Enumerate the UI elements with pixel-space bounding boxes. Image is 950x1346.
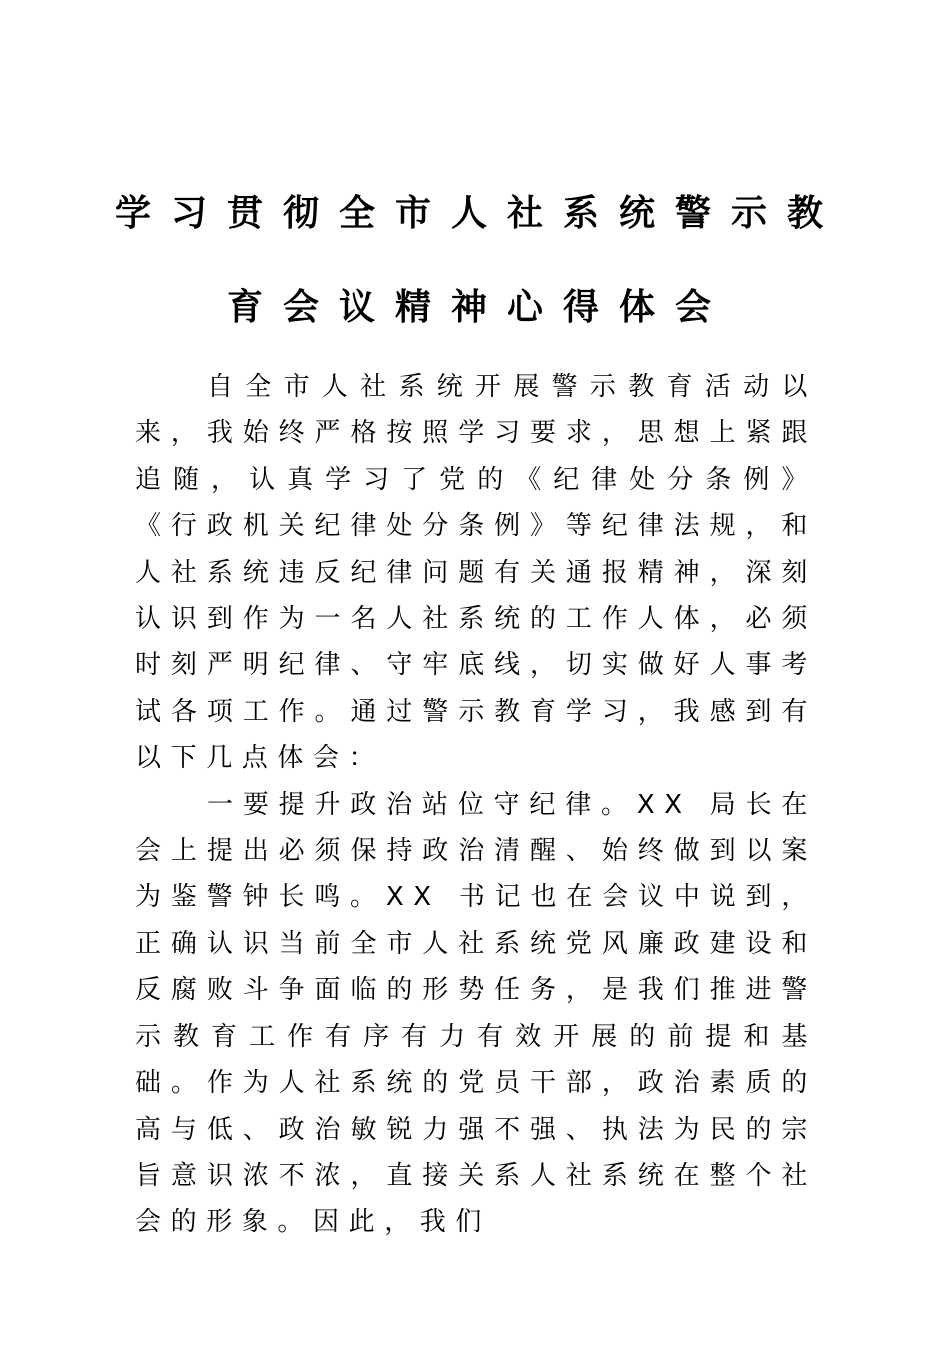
document-title-line-1: 学习贯彻全市人社系统警示教 (114, 193, 843, 234)
document-title-line-2: 育会议精神心得体会 (226, 287, 731, 328)
paragraph-point-one: 一要提升政治站位守纪律。XX 局长在会上提出必须保持政治清醒、始终做到以案为鉴警钟长鸣。XX 书记也在会议中说到，正确认识当前全市人社系统党风廉政建设和反腐败斗争面临的形势任务，是我们推进警示教育工作有序有力有效开展的前提和基础。作为人社系统的党员干部，政治素质的高与低、政治敏锐力强不强、执法为民的宗旨意识浓不浓，直接关系人社系统在整个社会的形象。因此，我们 (135, 789, 817, 1238)
document-body (135, 364, 817, 1246)
paragraph-intro: 自全市人社系统开展警示教育活动以来，我始终严格按照学习要求，思想上紧跟追随，认真学习了党的《纪律处分条例》《行政机关纪律处分条例》等纪律法规，和人社系统违反纪律问题有关通报精神，深刻认识到作为一名人社系统的工作人体，必须时刻严明纪律、守牢底线，切实做好人事考试各项工作。通过警示教育学习，我感到有以下几点体会： (135, 372, 817, 774)
